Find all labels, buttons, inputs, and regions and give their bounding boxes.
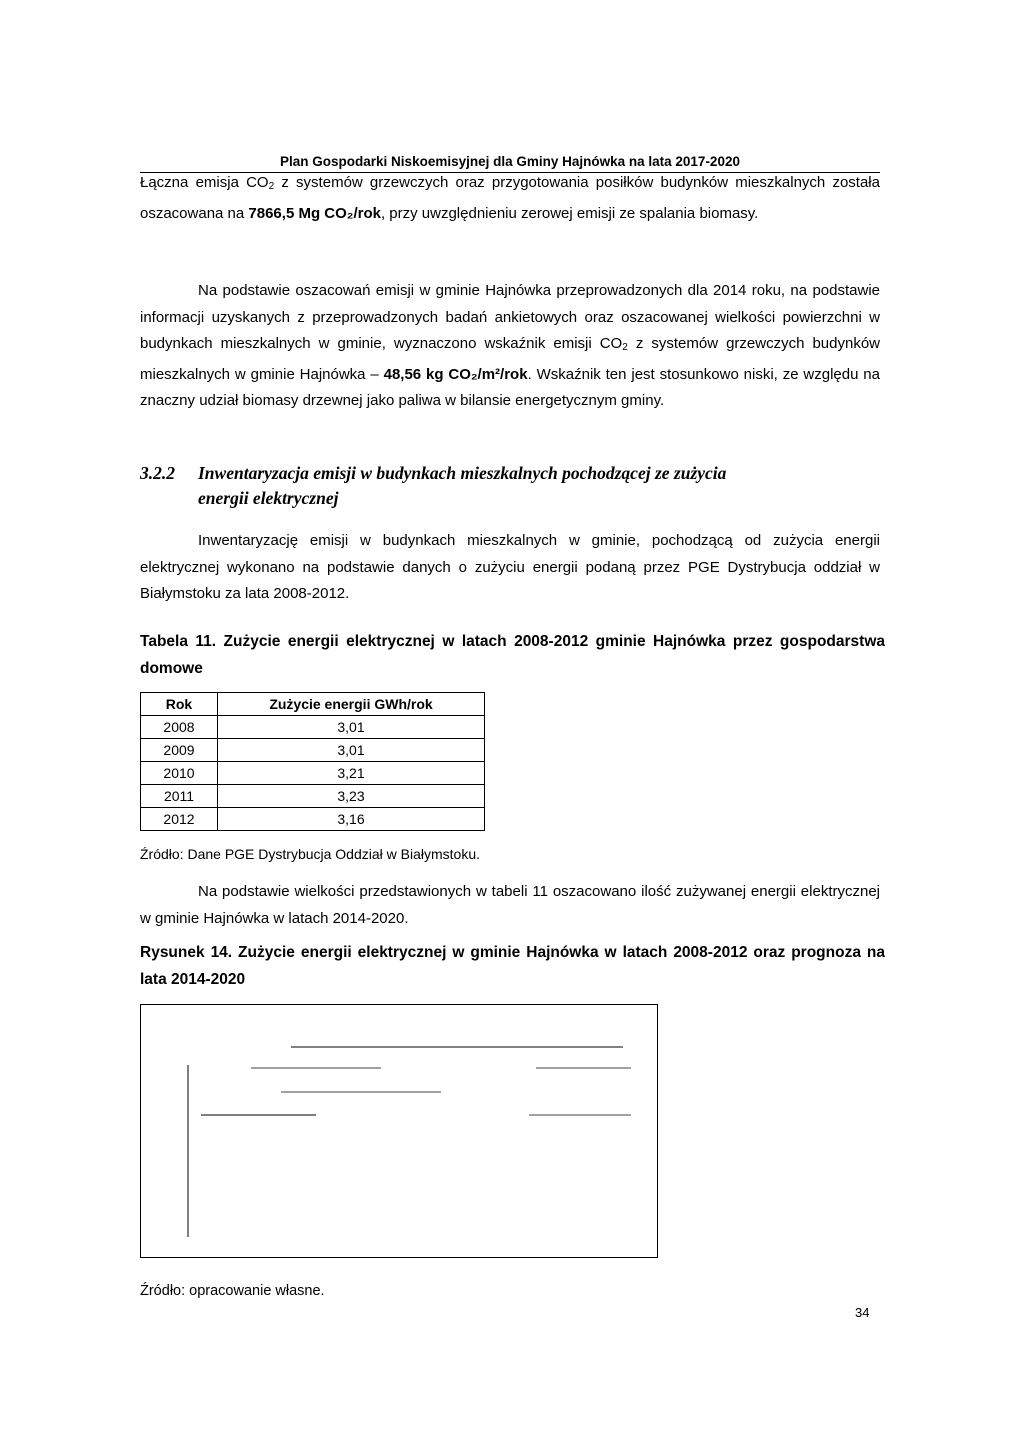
column-header-year: Rok [141,693,218,716]
paragraph-text: , przy uwzględnieniu zerowej emisji ze spalania biomasy. [380,204,759,222]
paragraph-text: z systemów grzewczych oraz przygotowania posiłków budynków mieszkalnych została oszacowana na [140,174,880,222]
subscript: 2 [268,181,275,192]
paragraph-text: Łączna emisja CO [140,174,269,191]
section-number: 3.2.2 [140,463,175,483]
energy-consumption-table [140,692,485,831]
table-row [141,785,485,808]
cell-consumption: 3,23 [218,785,485,808]
figure-chart-frame [140,1004,658,1258]
section-heading [140,461,890,511]
paragraph-total-emission [140,170,880,227]
paragraph-text: Na podstawie oszacowań emisji w gminie Hajnówka przeprowadzonych dla 2014 roku, na podstawie informacji uzyskanych z przeprowadzonych badań ankietowych oraz oszacowanej wielkości powierzchni w budynkach mieszkalnych w gminie, wyznaczono wskaźnik emisji CO [140,282,880,352]
table-source: Źródło: Dane PGE Dystrybucja Oddział w Białymstoku. [140,846,481,862]
cell-consumption: 3,16 [218,808,485,831]
cell-year: 2009 [141,739,218,762]
cell-consumption: 3,01 [218,739,485,762]
cell-year: 2010 [141,762,218,785]
section-title-line2: energii elektrycznej [198,488,339,508]
subscript: 2 [622,342,628,353]
emission-value: 7866,5 Mg CO₂/rok [248,204,381,222]
section-title-line1: Inwentaryzacja emisji w budynkach mieszkalnych pochodzącej ze zużycia [198,463,727,483]
table-row [141,808,485,831]
cell-year: 2012 [141,808,218,831]
table-header-row [141,693,485,716]
figure-chart-graphic [141,1005,657,1257]
table-row [141,716,485,739]
figure-caption: Rysunek 14. Zużycie energii elektrycznej w gminie Hajnówka w latach 2008-2012 oraz prognoza na lata 2014-2020 [140,944,885,988]
figure-source: Źródło: opracowanie własne. [140,1283,325,1299]
page-number: 34 [855,1305,870,1320]
indicator-value: 48,56 kg CO₂/m²/rok [383,365,528,383]
cell-consumption: 3,21 [218,762,485,785]
cell-year: 2011 [141,785,218,808]
page-header: Plan Gospodarki Niskoemisyjnej dla Gminy Hajnówka na lata 2017-2020 [140,154,880,173]
cell-year: 2008 [141,716,218,739]
paragraph-text: z systemów grzewczych budynków mieszkalnych w gminie Hajnówka – [140,335,881,383]
paragraph-estimate: Na podstawie wielkości przedstawionych w tabeli 11 oszacowano ilość zużywanej energii elektrycznej w gminie Hajnówka w latach 2014-2020. [140,883,880,927]
paragraph-emission-indicator [140,278,880,415]
table-caption: Tabela 11. Zużycie energii elektrycznej w latach 2008-2012 gminie Hajnówka przez gospodarstwa domowe [140,633,885,677]
table-row [141,739,485,762]
paragraph-inventory: Inwentaryzację emisji w budynkach mieszkalnych w gminie, pochodzącą od zużycia energii elektrycznej wykonano na podstawie danych o zużyciu energii podaną przez PGE Dystrybucja oddział w Białymstoku za lata 2008-2012. [140,532,880,602]
cell-consumption: 3,01 [218,716,485,739]
paragraph-text: . Wskaźnik ten jest stosunkowo niski, ze względu na znaczny udział biomasy drzewnej jako paliwa w bilansie energetycznym gminy. [140,365,880,409]
table-row [141,762,485,785]
column-header-consumption: Zużycie energii GWh/rok [218,693,485,716]
